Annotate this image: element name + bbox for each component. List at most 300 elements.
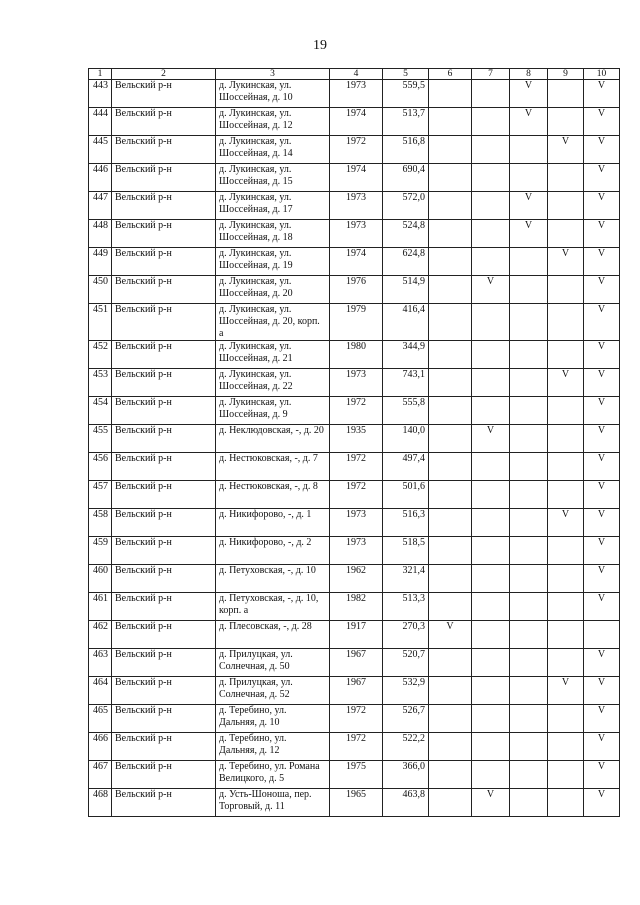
table-row xyxy=(89,276,620,304)
district-cell: Вельский р-н xyxy=(112,649,216,677)
row-number-cell: 445 xyxy=(89,136,112,164)
area-cell: 518,5 xyxy=(383,537,429,565)
year-cell: 1973 xyxy=(330,537,383,565)
mark-cell xyxy=(429,369,472,397)
district-cell: Вельский р-н xyxy=(112,761,216,789)
mark-cell xyxy=(548,481,584,509)
address-cell: д. Прилуцкая, ул. Солнечная, д. 50 xyxy=(216,649,330,677)
mark-cell xyxy=(548,761,584,789)
district-cell: Вельский р-н xyxy=(112,192,216,220)
address-cell: д. Лукинская, ул. Шоссейная, д. 17 xyxy=(216,192,330,220)
mark-cell xyxy=(429,733,472,761)
mark-cell xyxy=(472,509,510,537)
mark-cell xyxy=(510,453,548,481)
mark-cell: V xyxy=(584,276,620,304)
address-cell: д. Лукинская, ул. Шоссейная, д. 14 xyxy=(216,136,330,164)
mark-cell: V xyxy=(584,80,620,108)
row-number-cell: 465 xyxy=(89,705,112,733)
district-cell: Вельский р-н xyxy=(112,397,216,425)
district-cell: Вельский р-н xyxy=(112,677,216,705)
area-cell: 416,4 xyxy=(383,304,429,341)
mark-cell xyxy=(584,621,620,649)
mark-cell: V xyxy=(472,276,510,304)
row-number-cell: 454 xyxy=(89,397,112,425)
mark-cell xyxy=(429,192,472,220)
year-cell: 1979 xyxy=(330,304,383,341)
year-cell: 1962 xyxy=(330,565,383,593)
page-number: 19 xyxy=(313,38,327,53)
mark-cell: V xyxy=(510,108,548,136)
address-cell: д. Лукинская, ул. Шоссейная, д. 21 xyxy=(216,341,330,369)
table-row xyxy=(89,565,620,593)
area-cell: 526,7 xyxy=(383,705,429,733)
mark-cell xyxy=(472,705,510,733)
column-header: 10 xyxy=(584,69,620,80)
year-cell: 1972 xyxy=(330,453,383,481)
area-cell: 321,4 xyxy=(383,565,429,593)
mark-cell: V xyxy=(510,80,548,108)
address-cell: д. Прилуцкая, ул. Солнечная, д. 52 xyxy=(216,677,330,705)
mark-cell: V xyxy=(548,677,584,705)
mark-cell xyxy=(472,593,510,621)
row-number-cell: 458 xyxy=(89,509,112,537)
mark-cell xyxy=(510,481,548,509)
area-cell: 463,8 xyxy=(383,789,429,817)
address-cell: д. Лукинская, ул. Шоссейная, д. 19 xyxy=(216,248,330,276)
mark-cell xyxy=(429,136,472,164)
year-cell: 1967 xyxy=(330,677,383,705)
area-cell: 344,9 xyxy=(383,341,429,369)
district-cell: Вельский р-н xyxy=(112,593,216,621)
mark-cell xyxy=(472,341,510,369)
mark-cell: V xyxy=(510,192,548,220)
mark-cell xyxy=(472,369,510,397)
row-number-cell: 446 xyxy=(89,164,112,192)
table-row xyxy=(89,136,620,164)
mark-cell: V xyxy=(584,481,620,509)
address-cell: д. Лукинская, ул. Шоссейная, д. 20 xyxy=(216,276,330,304)
area-cell: 743,1 xyxy=(383,369,429,397)
year-cell: 1974 xyxy=(330,108,383,136)
address-cell: д. Лукинская, ул. Шоссейная, д. 20, корп. а xyxy=(216,304,330,341)
mark-cell xyxy=(510,593,548,621)
year-cell: 1974 xyxy=(330,248,383,276)
district-cell: Вельский р-н xyxy=(112,789,216,817)
mark-cell xyxy=(510,164,548,192)
mark-cell xyxy=(429,108,472,136)
area-cell: 690,4 xyxy=(383,164,429,192)
column-header: 4 xyxy=(330,69,383,80)
mark-cell xyxy=(472,481,510,509)
mark-cell xyxy=(472,397,510,425)
mark-cell xyxy=(548,565,584,593)
table-row xyxy=(89,304,620,341)
mark-cell xyxy=(548,304,584,341)
year-cell: 1972 xyxy=(330,136,383,164)
mark-cell xyxy=(548,108,584,136)
year-cell: 1967 xyxy=(330,649,383,677)
area-cell: 572,0 xyxy=(383,192,429,220)
column-header: 7 xyxy=(472,69,510,80)
mark-cell xyxy=(472,248,510,276)
mark-cell xyxy=(472,304,510,341)
area-cell: 516,3 xyxy=(383,509,429,537)
row-number-cell: 461 xyxy=(89,593,112,621)
mark-cell: V xyxy=(584,136,620,164)
mark-cell: V xyxy=(548,248,584,276)
district-cell: Вельский р-н xyxy=(112,481,216,509)
row-number-cell: 466 xyxy=(89,733,112,761)
table-row xyxy=(89,537,620,565)
mark-cell xyxy=(548,453,584,481)
year-cell: 1976 xyxy=(330,276,383,304)
mark-cell xyxy=(510,565,548,593)
mark-cell xyxy=(472,733,510,761)
mark-cell: V xyxy=(510,220,548,248)
row-number-cell: 462 xyxy=(89,621,112,649)
mark-cell xyxy=(548,341,584,369)
mark-cell xyxy=(510,509,548,537)
mark-cell xyxy=(548,649,584,677)
row-number-cell: 459 xyxy=(89,537,112,565)
mark-cell xyxy=(429,789,472,817)
row-number-cell: 467 xyxy=(89,761,112,789)
year-cell: 1982 xyxy=(330,593,383,621)
mark-cell xyxy=(472,453,510,481)
mark-cell xyxy=(429,425,472,453)
row-number-cell: 463 xyxy=(89,649,112,677)
mark-cell xyxy=(429,248,472,276)
mark-cell xyxy=(472,565,510,593)
year-cell: 1935 xyxy=(330,425,383,453)
mark-cell xyxy=(510,304,548,341)
table-row xyxy=(89,164,620,192)
area-cell: 270,3 xyxy=(383,621,429,649)
row-number-cell: 464 xyxy=(89,677,112,705)
mark-cell: V xyxy=(584,220,620,248)
mark-cell xyxy=(510,733,548,761)
table-row xyxy=(89,341,620,369)
district-cell: Вельский р-н xyxy=(112,537,216,565)
table-row xyxy=(89,369,620,397)
table-row xyxy=(89,80,620,108)
address-cell: д. Теребино, ул. Романа Велицкого, д. 5 xyxy=(216,761,330,789)
district-cell: Вельский р-н xyxy=(112,108,216,136)
row-number-cell: 444 xyxy=(89,108,112,136)
table-row xyxy=(89,705,620,733)
mark-cell: V xyxy=(584,164,620,192)
registry-table xyxy=(88,68,620,817)
mark-cell xyxy=(548,397,584,425)
table-row xyxy=(89,593,620,621)
district-cell: Вельский р-н xyxy=(112,136,216,164)
mark-cell xyxy=(429,481,472,509)
mark-cell xyxy=(510,136,548,164)
address-cell: д. Усть-Шоноша, пер. Торговый, д. 11 xyxy=(216,789,330,817)
district-cell: Вельский р-н xyxy=(112,509,216,537)
row-number-cell: 456 xyxy=(89,453,112,481)
mark-cell xyxy=(472,761,510,789)
mark-cell: V xyxy=(584,369,620,397)
table-row xyxy=(89,789,620,817)
mark-cell xyxy=(548,621,584,649)
address-cell: д. Лукинская, ул. Шоссейная, д. 10 xyxy=(216,80,330,108)
mark-cell xyxy=(510,537,548,565)
area-cell: 366,0 xyxy=(383,761,429,789)
row-number-cell: 460 xyxy=(89,565,112,593)
mark-cell: V xyxy=(584,761,620,789)
table-row xyxy=(89,621,620,649)
mark-cell xyxy=(429,341,472,369)
table-row xyxy=(89,192,620,220)
mark-cell xyxy=(548,789,584,817)
mark-cell xyxy=(548,192,584,220)
district-cell: Вельский р-н xyxy=(112,341,216,369)
mark-cell xyxy=(510,649,548,677)
mark-cell xyxy=(429,220,472,248)
year-cell: 1973 xyxy=(330,509,383,537)
mark-cell xyxy=(548,537,584,565)
district-cell: Вельский р-н xyxy=(112,453,216,481)
mark-cell: V xyxy=(584,677,620,705)
district-cell: Вельский р-н xyxy=(112,164,216,192)
area-cell: 522,2 xyxy=(383,733,429,761)
year-cell: 1973 xyxy=(330,80,383,108)
mark-cell xyxy=(510,369,548,397)
year-cell: 1972 xyxy=(330,481,383,509)
row-number-cell: 453 xyxy=(89,369,112,397)
row-number-cell: 452 xyxy=(89,341,112,369)
area-cell: 524,8 xyxy=(383,220,429,248)
table-row xyxy=(89,733,620,761)
row-number-cell: 448 xyxy=(89,220,112,248)
row-number-cell: 455 xyxy=(89,425,112,453)
mark-cell: V xyxy=(548,509,584,537)
district-cell: Вельский р-н xyxy=(112,425,216,453)
mark-cell xyxy=(429,649,472,677)
year-cell: 1972 xyxy=(330,733,383,761)
mark-cell: V xyxy=(472,425,510,453)
mark-cell: V xyxy=(584,248,620,276)
mark-cell: V xyxy=(584,425,620,453)
mark-cell xyxy=(429,164,472,192)
mark-cell: V xyxy=(429,621,472,649)
mark-cell xyxy=(548,164,584,192)
year-cell: 1973 xyxy=(330,192,383,220)
mark-cell xyxy=(472,677,510,705)
mark-cell xyxy=(548,80,584,108)
mark-cell: V xyxy=(584,537,620,565)
row-number-cell: 449 xyxy=(89,248,112,276)
row-number-cell: 457 xyxy=(89,481,112,509)
table-row xyxy=(89,397,620,425)
district-cell: Вельский р-н xyxy=(112,705,216,733)
column-header: 1 xyxy=(89,69,112,80)
mark-cell xyxy=(429,509,472,537)
mark-cell xyxy=(429,677,472,705)
mark-cell xyxy=(429,565,472,593)
row-number-cell: 443 xyxy=(89,80,112,108)
mark-cell xyxy=(510,397,548,425)
year-cell: 1973 xyxy=(330,369,383,397)
mark-cell: V xyxy=(584,509,620,537)
year-cell: 1972 xyxy=(330,705,383,733)
district-cell: Вельский р-н xyxy=(112,621,216,649)
area-cell: 516,8 xyxy=(383,136,429,164)
mark-cell xyxy=(548,425,584,453)
mark-cell: V xyxy=(548,136,584,164)
address-cell: д. Петуховская, -, д. 10 xyxy=(216,565,330,593)
district-cell: Вельский р-н xyxy=(112,304,216,341)
mark-cell xyxy=(429,761,472,789)
table-row xyxy=(89,248,620,276)
table-row xyxy=(89,453,620,481)
address-cell: д. Нестюковская, -, д. 7 xyxy=(216,453,330,481)
year-cell: 1975 xyxy=(330,761,383,789)
mark-cell xyxy=(510,276,548,304)
address-cell: д. Теребино, ул. Дальняя, д. 10 xyxy=(216,705,330,733)
mark-cell xyxy=(429,397,472,425)
column-header: 2 xyxy=(112,69,216,80)
mark-cell xyxy=(510,789,548,817)
row-number-cell: 447 xyxy=(89,192,112,220)
row-number-cell: 451 xyxy=(89,304,112,341)
table-row xyxy=(89,761,620,789)
year-cell: 1965 xyxy=(330,789,383,817)
mark-cell xyxy=(548,705,584,733)
mark-cell: V xyxy=(548,369,584,397)
table-row xyxy=(89,220,620,248)
mark-cell xyxy=(510,425,548,453)
mark-cell xyxy=(429,537,472,565)
district-cell: Вельский р-н xyxy=(112,220,216,248)
district-cell: Вельский р-н xyxy=(112,248,216,276)
mark-cell xyxy=(548,220,584,248)
table-row xyxy=(89,425,620,453)
header-row xyxy=(89,69,620,80)
year-cell: 1974 xyxy=(330,164,383,192)
mark-cell xyxy=(548,593,584,621)
mark-cell xyxy=(510,248,548,276)
column-header: 6 xyxy=(429,69,472,80)
area-cell: 624,8 xyxy=(383,248,429,276)
mark-cell xyxy=(472,220,510,248)
mark-cell: V xyxy=(584,705,620,733)
address-cell: д. Нестюковская, -, д. 8 xyxy=(216,481,330,509)
mark-cell: V xyxy=(584,593,620,621)
area-cell: 559,5 xyxy=(383,80,429,108)
mark-cell: V xyxy=(584,108,620,136)
mark-cell xyxy=(510,621,548,649)
district-cell: Вельский р-н xyxy=(112,80,216,108)
column-header: 5 xyxy=(383,69,429,80)
address-cell: д. Лукинская, ул. Шоссейная, д. 22 xyxy=(216,369,330,397)
table-row xyxy=(89,649,620,677)
mark-cell xyxy=(429,276,472,304)
mark-cell xyxy=(429,593,472,621)
mark-cell xyxy=(472,80,510,108)
district-cell: Вельский р-н xyxy=(112,369,216,397)
mark-cell xyxy=(510,341,548,369)
district-cell: Вельский р-н xyxy=(112,565,216,593)
column-header: 9 xyxy=(548,69,584,80)
area-cell: 520,7 xyxy=(383,649,429,677)
area-cell: 555,8 xyxy=(383,397,429,425)
mark-cell: V xyxy=(584,733,620,761)
area-cell: 532,9 xyxy=(383,677,429,705)
mark-cell xyxy=(548,276,584,304)
mark-cell xyxy=(429,705,472,733)
district-cell: Вельский р-н xyxy=(112,733,216,761)
table-row xyxy=(89,509,620,537)
area-cell: 513,3 xyxy=(383,593,429,621)
column-header: 3 xyxy=(216,69,330,80)
mark-cell: V xyxy=(584,565,620,593)
column-header: 8 xyxy=(510,69,548,80)
table-row xyxy=(89,677,620,705)
mark-cell: V xyxy=(584,649,620,677)
mark-cell xyxy=(472,192,510,220)
mark-cell: V xyxy=(584,397,620,425)
area-cell: 514,9 xyxy=(383,276,429,304)
mark-cell: V xyxy=(584,192,620,220)
address-cell: д. Лукинская, ул. Шоссейная, д. 9 xyxy=(216,397,330,425)
year-cell: 1980 xyxy=(330,341,383,369)
address-cell: д. Лукинская, ул. Шоссейная, д. 12 xyxy=(216,108,330,136)
address-cell: д. Теребино, ул. Дальняя, д. 12 xyxy=(216,733,330,761)
mark-cell xyxy=(472,621,510,649)
mark-cell: V xyxy=(472,789,510,817)
row-number-cell: 450 xyxy=(89,276,112,304)
table-row xyxy=(89,481,620,509)
district-cell: Вельский р-н xyxy=(112,276,216,304)
mark-cell xyxy=(510,705,548,733)
area-cell: 140,0 xyxy=(383,425,429,453)
address-cell: д. Никифорово, -, д. 1 xyxy=(216,509,330,537)
area-cell: 513,7 xyxy=(383,108,429,136)
year-cell: 1972 xyxy=(330,397,383,425)
mark-cell: V xyxy=(584,453,620,481)
mark-cell: V xyxy=(584,789,620,817)
mark-cell xyxy=(472,164,510,192)
mark-cell xyxy=(510,677,548,705)
address-cell: д. Лукинская, ул. Шоссейная, д. 18 xyxy=(216,220,330,248)
area-cell: 497,4 xyxy=(383,453,429,481)
mark-cell: V xyxy=(584,304,620,341)
year-cell: 1917 xyxy=(330,621,383,649)
mark-cell xyxy=(510,761,548,789)
mark-cell xyxy=(429,453,472,481)
address-cell: д. Никифорово, -, д. 2 xyxy=(216,537,330,565)
mark-cell xyxy=(429,80,472,108)
mark-cell xyxy=(429,304,472,341)
address-cell: д. Неклюдовская, -, д. 20 xyxy=(216,425,330,453)
year-cell: 1973 xyxy=(330,220,383,248)
area-cell: 501,6 xyxy=(383,481,429,509)
table-body xyxy=(89,80,620,817)
address-cell: д. Петуховская, -, д. 10, корп. а xyxy=(216,593,330,621)
address-cell: д. Лукинская, ул. Шоссейная, д. 15 xyxy=(216,164,330,192)
row-number-cell: 468 xyxy=(89,789,112,817)
table-row xyxy=(89,108,620,136)
mark-cell xyxy=(472,537,510,565)
mark-cell xyxy=(472,136,510,164)
mark-cell xyxy=(548,733,584,761)
mark-cell xyxy=(472,649,510,677)
address-cell: д. Плесовская, -, д. 28 xyxy=(216,621,330,649)
mark-cell: V xyxy=(584,341,620,369)
mark-cell xyxy=(472,108,510,136)
